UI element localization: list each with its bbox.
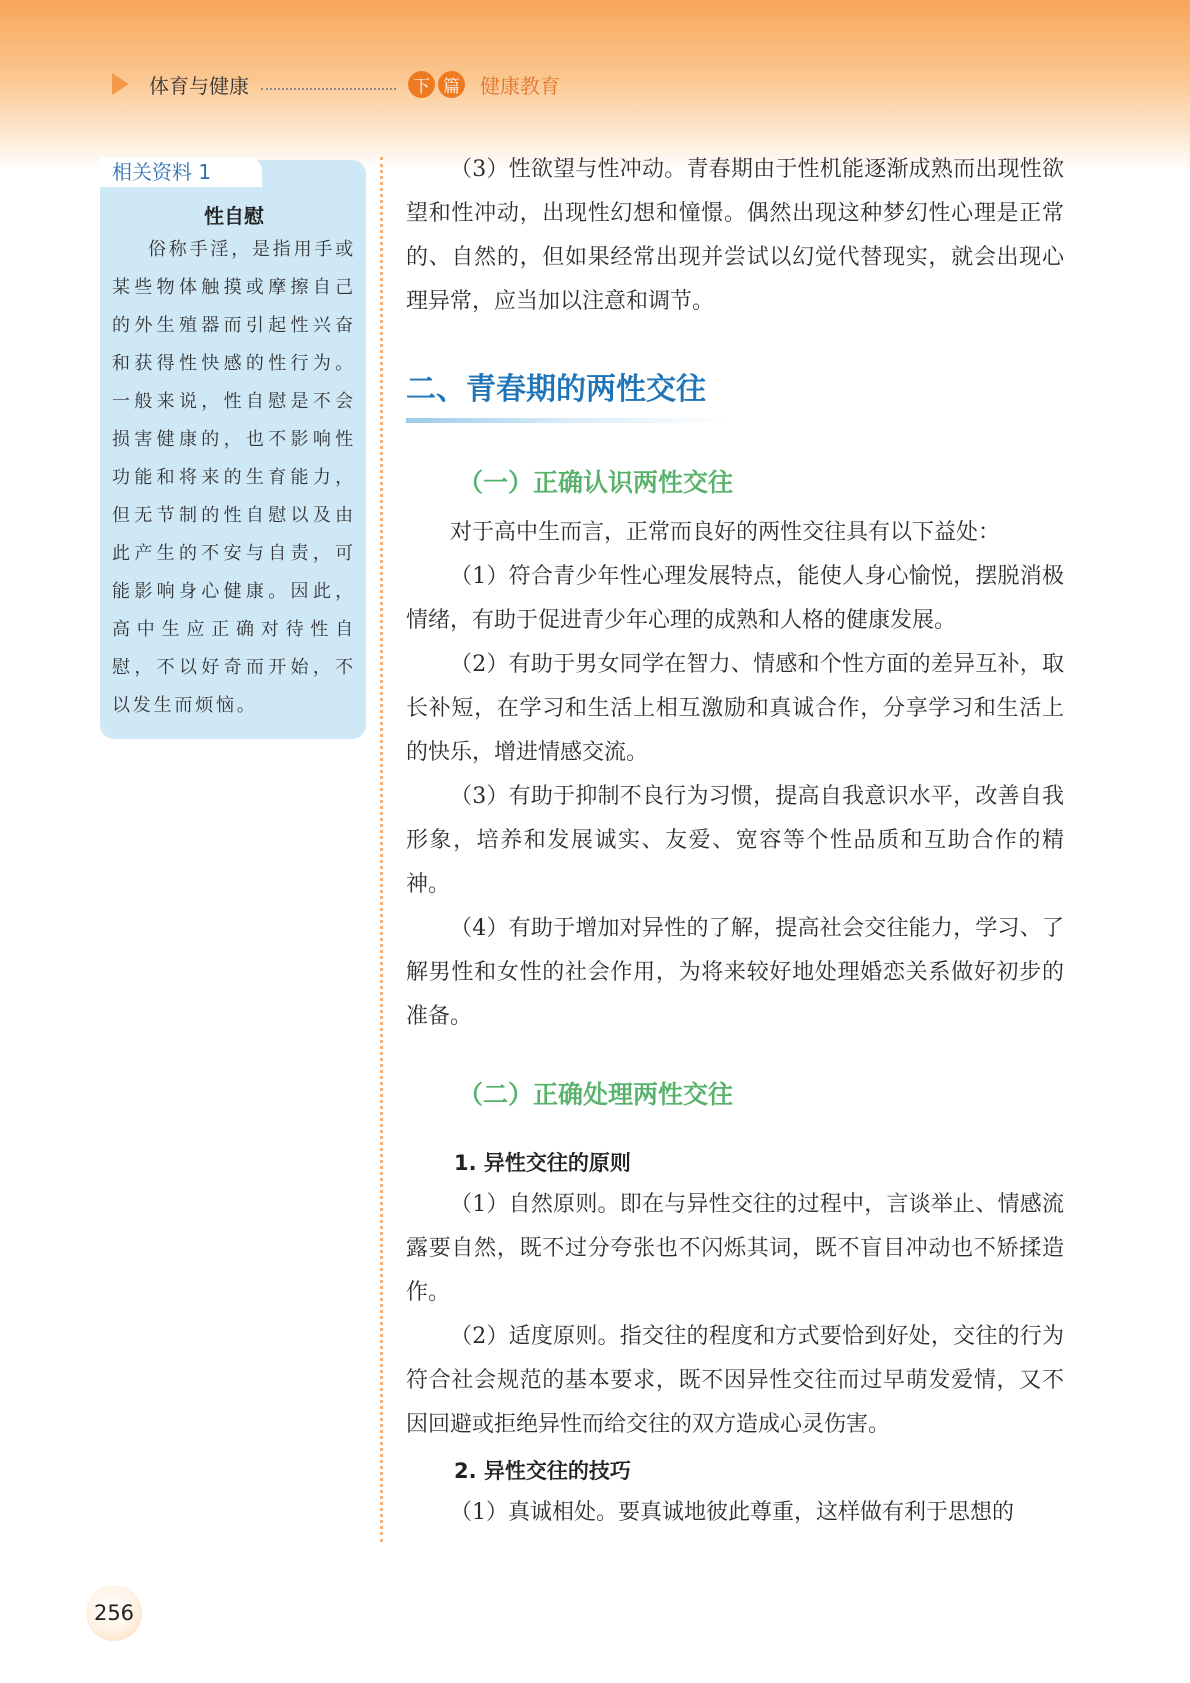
- list-item: （2）适度原则。指交往的程度和方式要恰到好处，交往的行为符合社会规范的基本要求，既不因异性交往而过早萌发爱情，又不因回避或拒绝异性而给交往的双方造成心灵伤害。: [406, 1324, 1064, 1437]
- dotted-leader: [261, 78, 396, 90]
- paragraph: 对于高中生而言，正常而良好的两性交往具有以下益处：: [450, 520, 1001, 545]
- part-title: 健康教育: [480, 73, 560, 98]
- list-item: （4）有助于增加对异性的了解，提高社会交往能力，学习、了解男性和女性的社会作用，为将来较好地处理婚恋关系做好初步的准备。: [406, 916, 1064, 1029]
- list-item: （1）真诚相处。要真诚地彼此尊重，这样做有利于思想的: [450, 1500, 1014, 1525]
- list-item: （1）自然原则。即在与异性交往的过程中，言谈举止、情感流露要自然，既不过分夸张也不闪烁其词，既不盲目冲动也不矫揉造作。: [406, 1192, 1064, 1305]
- column-divider: [380, 157, 383, 1542]
- running-header: [112, 64, 560, 104]
- sidebar-content: [112, 200, 356, 725]
- part-badge-char1: 下: [408, 71, 435, 98]
- section-heading: 二、青春期的两性交往: [406, 372, 706, 407]
- triangle-marker-icon: [112, 73, 129, 95]
- page-number: 256: [86, 1585, 142, 1641]
- topic-heading: 1. 异性交往的原则: [454, 1151, 631, 1175]
- section-heading-underline: [406, 418, 728, 423]
- subsection-heading: （二）正确处理两性交往: [458, 1080, 734, 1109]
- part-badge-char2: 篇: [438, 71, 465, 98]
- sidebar-tag: 相关资料 1: [100, 157, 262, 187]
- list-item: （3）有助于抑制不良行为习惯，提高自我意识水平，改善自我形象，培养和发展诚实、友爱、宽容等个性品质和互助合作的精神。: [406, 784, 1064, 897]
- sidebar-title: 性自慰: [204, 204, 264, 228]
- main-column: [406, 148, 1064, 1535]
- sidebar-box: [100, 160, 366, 739]
- book-title: 体育与健康: [149, 73, 249, 98]
- list-item: （1）符合青少年性心理发展特点，能使人身心愉悦，摆脱消极情绪，有助于促进青少年心理的成熟和人格的健康发展。: [406, 564, 1064, 633]
- subsection-heading: （一）正确认识两性交往: [458, 468, 734, 497]
- list-item: （2）有助于男女同学在智力、情感和个性方面的差异互补，取长补短，在学习和生活上相互激励和真诚合作，分享学习和生活上的快乐，增进情感交流。: [406, 652, 1064, 765]
- topic-heading: 2. 异性交往的技巧: [454, 1459, 631, 1483]
- sidebar-text: 俗称手淫，是指用手或某些物体触摸或摩擦自己的外生殖器而引起性兴奋和获得性快感的性行为。一般来说，性自慰是不会损害健康的，也不影响性功能和将来的生育能力，但无节制的性自慰以及由此产生的不安与自责，可能影响身心健康。因此，高中生应正确对待性自慰，不以好奇而开始，不以发生而烦恼。: [112, 239, 356, 716]
- paragraph: （3）性欲望与性冲动。青春期由于性机能逐渐成熟而出现性欲望和性冲动，出现性幻想和憧憬。偶然出现这种梦幻性心理是正常的、自然的，但如果经常出现并尝试以幻觉代替现实，就会出现心理异常，应当加以注意和调节。: [406, 157, 1064, 314]
